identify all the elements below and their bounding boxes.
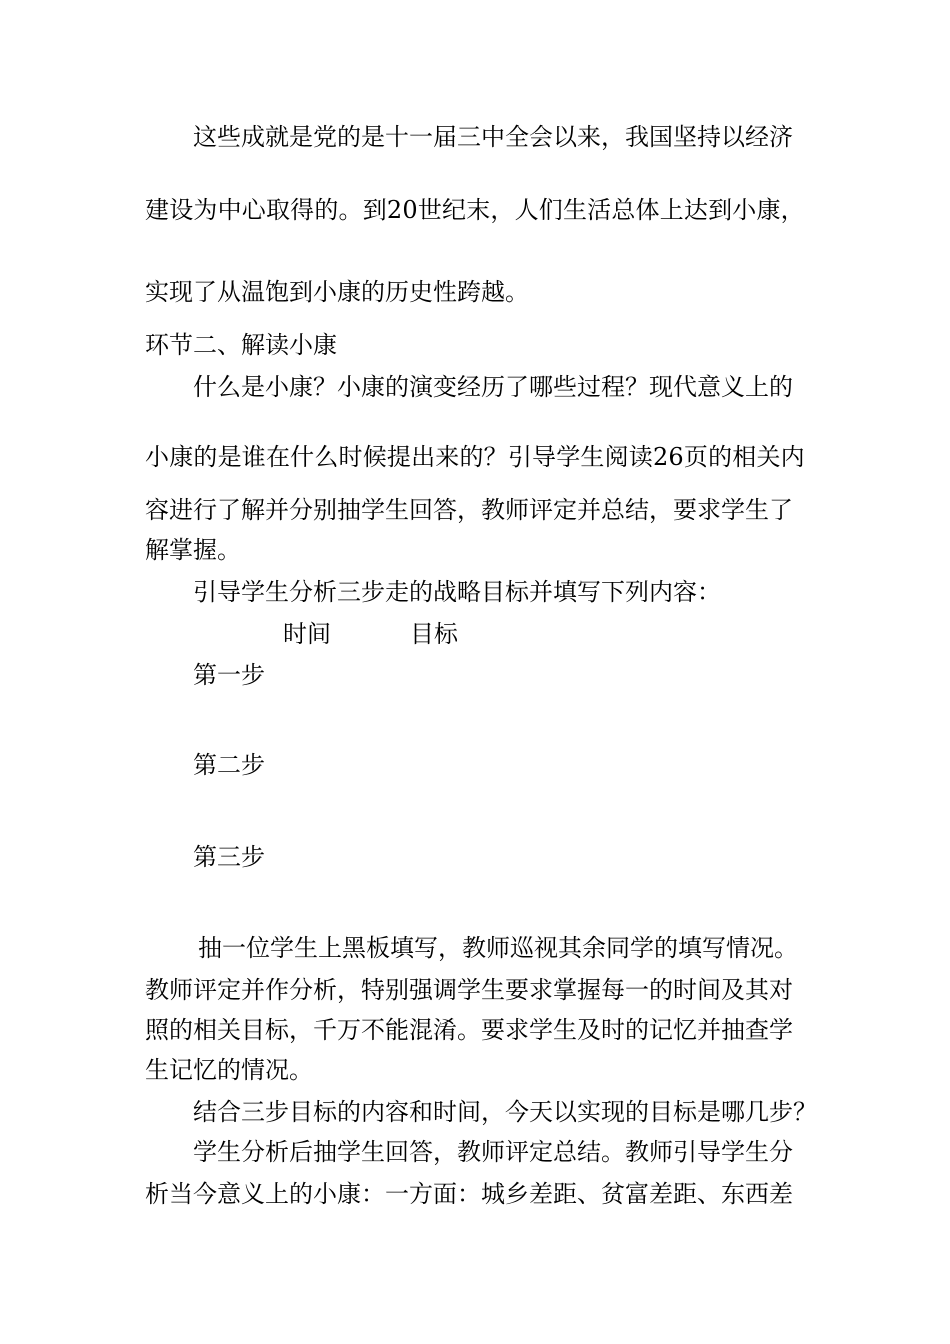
- table-header-goal: 目标: [410, 620, 458, 648]
- paragraph-line: 引导学生分析三步走的战略目标并填写下列内容：: [193, 578, 721, 606]
- paragraph-line: 小 康 的 是 谁 在 什 么 时 候 提 出 来 的 ？ 引 导 学 生 阅 读 2 6 页 的 相 关 内: [145, 443, 805, 471]
- step-label: 第一步: [193, 661, 265, 689]
- table-header-time: 时间: [283, 620, 331, 648]
- paragraph-line: 抽一位学生上黑板填写，教师巡视其余同学的填写情况。: [198, 934, 798, 962]
- paragraph-line: 什么是小康？小康的演变经历了哪些过程？现代意义上的: [193, 373, 793, 401]
- paragraph-line: 生记忆的情况。: [145, 1056, 313, 1084]
- step-label: 第三步: [193, 843, 265, 871]
- paragraph-line: 析当今意义上的小康：一方面：城乡差距、贫富差距、东西差: [145, 1180, 793, 1208]
- paragraph-line: 学生分析后抽学生回答，教师评定总结。教师引导学生分: [193, 1138, 793, 1166]
- step-label: 第二步: [193, 751, 265, 779]
- paragraph-line: 结合三步目标的内容和时间，今天以实现的目标是哪几步？: [193, 1098, 817, 1126]
- paragraph-line: 实现了从温饱到小康的历史性跨越。: [145, 278, 529, 306]
- paragraph-line: 解掌握。: [145, 536, 241, 564]
- paragraph-line: 教师评定并作分析，特别强调学生要求掌握每一的时间及其对: [145, 976, 793, 1004]
- paragraph-line: 这些成就是党的是十一届三中全会以来，我国坚持以经济: [193, 123, 793, 151]
- section-title: 环节二、解读小康: [145, 331, 337, 359]
- paragraph-line: 照的相关目标，千万不能混淆。要求学生及时的记忆并抽查学: [145, 1016, 793, 1044]
- paragraph-line: 建 设 为 中 心 取 得 的 。 到 2 0 世 纪 末 ， 人 们 生 活 总 体 上 达 到 小 康 ，: [145, 196, 805, 224]
- paragraph-line: 容进行了解并分别抽学生回答，教师评定并总结，要求学生了: [145, 496, 793, 524]
